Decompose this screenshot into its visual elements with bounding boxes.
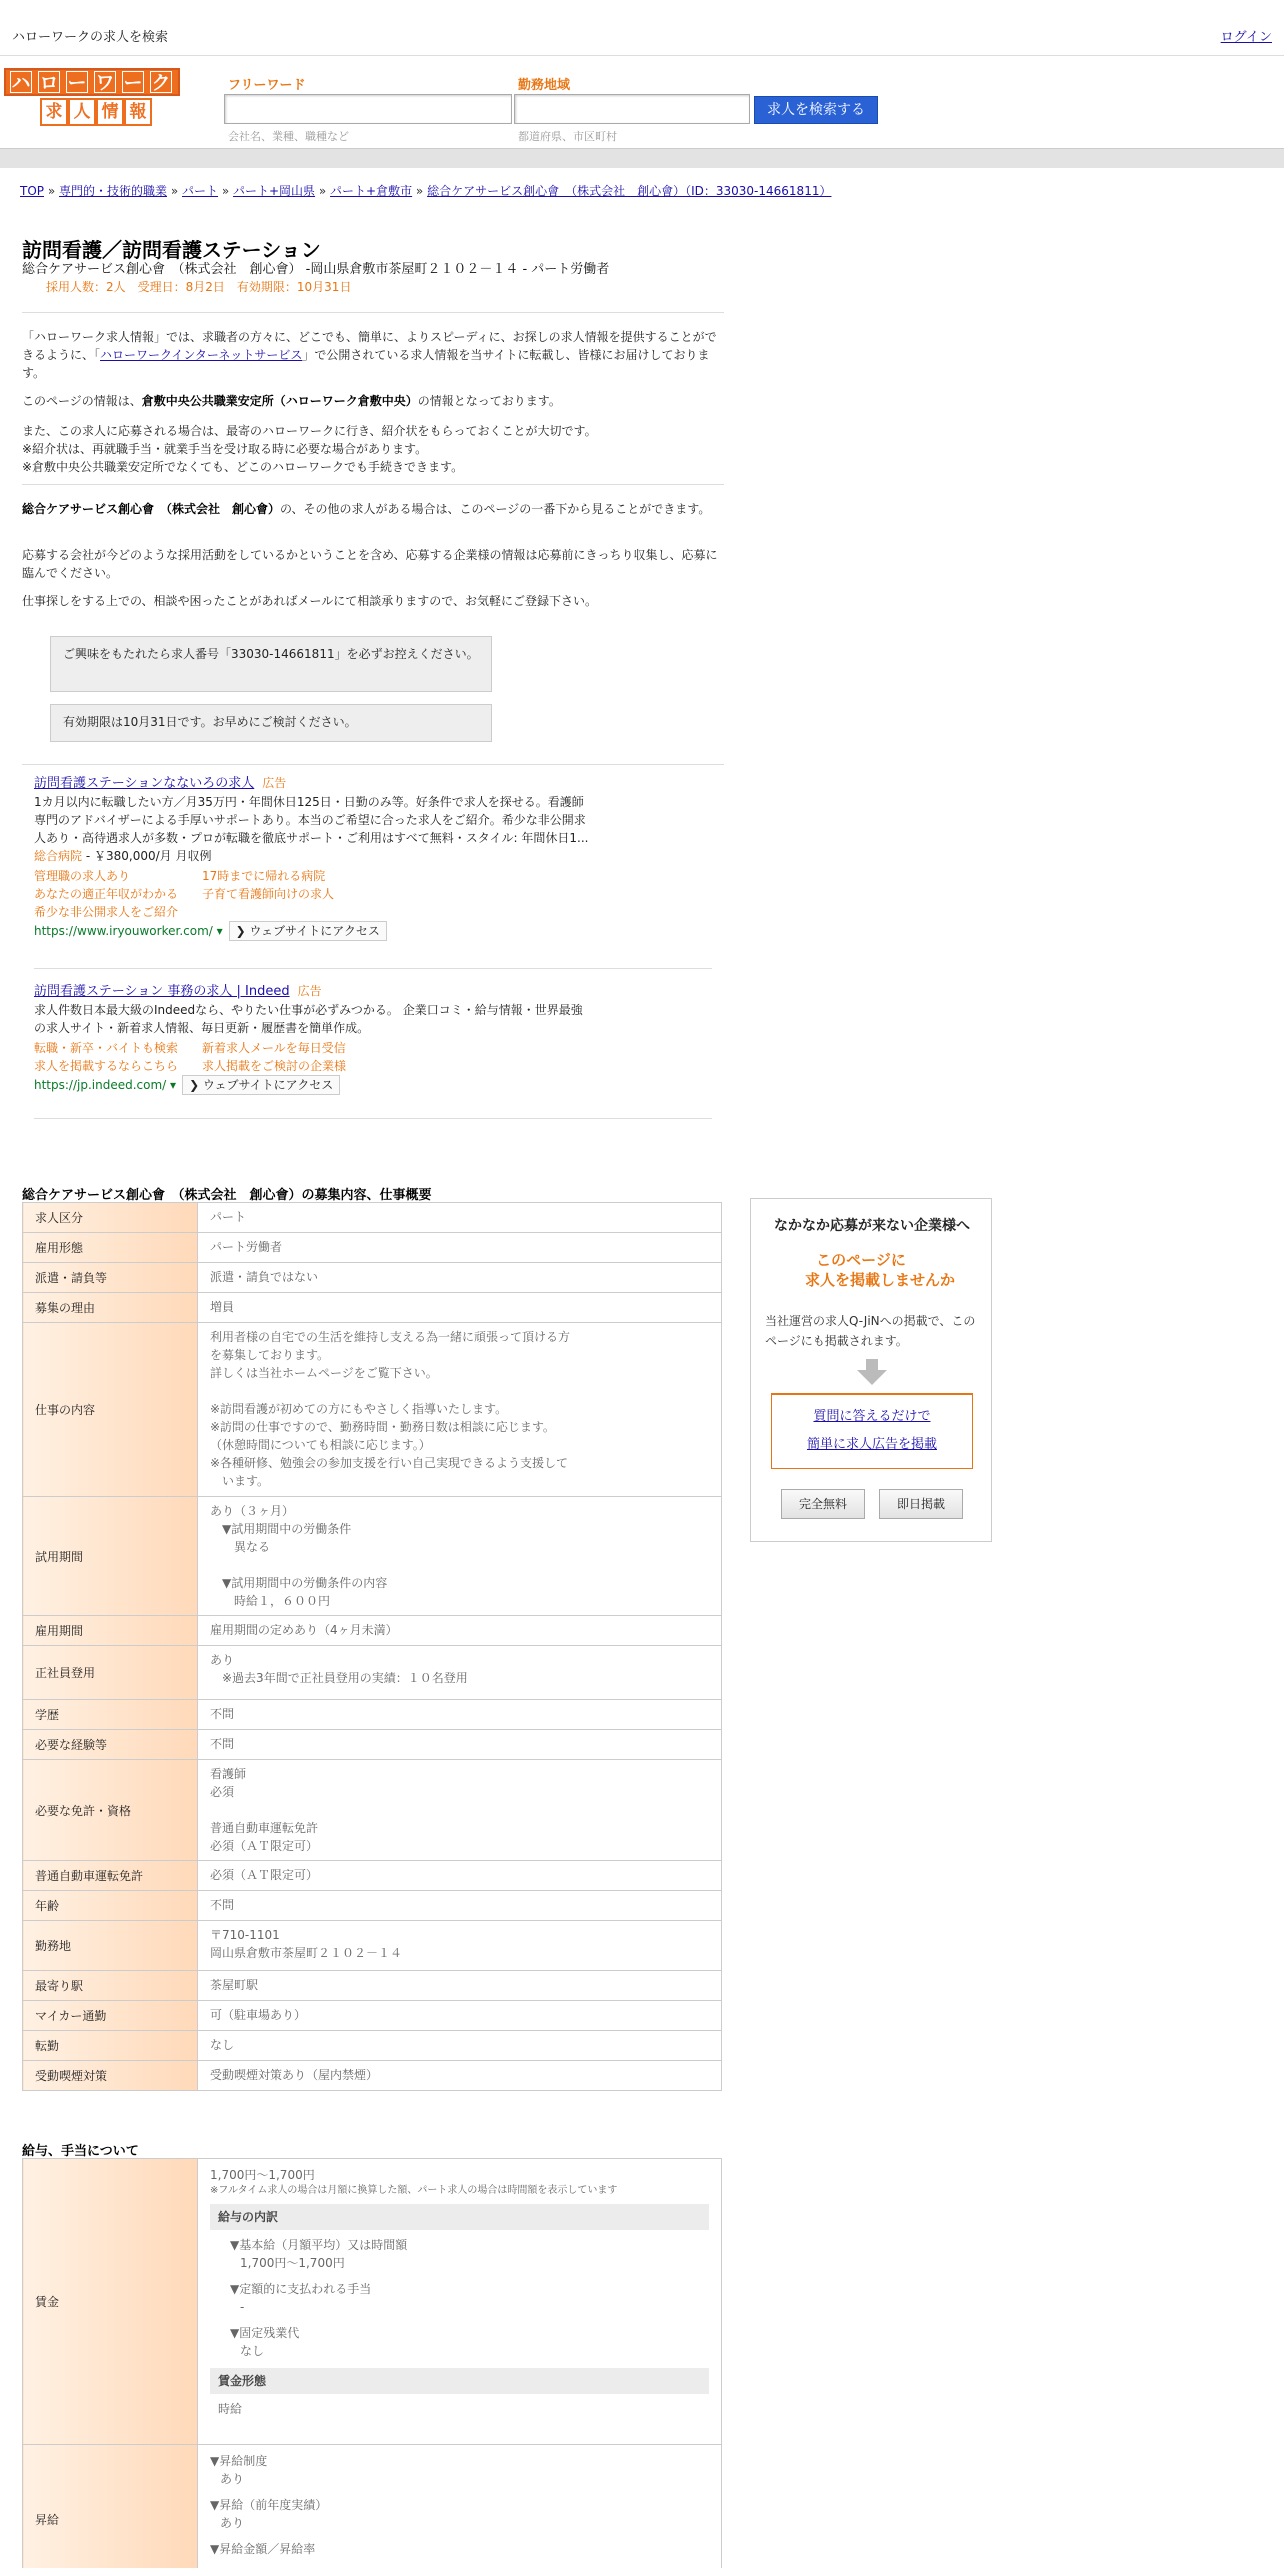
ad-visit-button[interactable]: ❯ ウェブサイトにアクセス — [182, 1075, 340, 1095]
row-value — [198, 2445, 722, 2568]
row-value: 不問 — [198, 1730, 722, 1760]
header — [0, 56, 1284, 148]
logo-char: 報 — [126, 100, 150, 124]
ad-description: 求人件数日本最大級のIndeedなら、やりたい仕事が必ずみつかる。 企業口コミ・給与情報・世界最強 — [34, 1003, 583, 1017]
logo-char: ワ — [95, 72, 115, 94]
row-value: 必須（ＡＴ限定可） — [198, 1861, 722, 1891]
table-row — [23, 2445, 722, 2568]
header-divider — [0, 148, 1284, 168]
promo-heading: なかなか応募が来ない企業様へ — [774, 1218, 970, 1234]
divider — [22, 764, 724, 765]
table-row — [23, 2001, 722, 2031]
hellowork-logo[interactable] — [4, 68, 180, 126]
login-link[interactable]: ログイン — [1220, 30, 1272, 45]
arrow-down-icon — [857, 1359, 887, 1385]
ad-sitelink[interactable]: 求人掲載をご検討の企業様 — [202, 1059, 347, 1073]
row-label: 正社員登用 — [23, 1646, 198, 1700]
row-label: マイカー通勤 — [23, 2001, 198, 2031]
logo-row-bottom — [40, 98, 152, 126]
breadcrumb-category[interactable]: 専門的・技術的職業 — [59, 184, 168, 198]
row-label: 賃金 — [23, 2159, 198, 2445]
expiry-note: 有効期限は10月31日です。お早めにご検討ください。 — [50, 704, 492, 742]
table-row — [23, 1861, 722, 1891]
table-row — [23, 1971, 722, 2001]
row-label: 求人区分 — [23, 1203, 198, 1233]
table-row — [23, 1203, 722, 1233]
intro-paragraph — [22, 328, 722, 382]
row-value: 茶屋町駅 — [198, 1971, 722, 2001]
row-value: あり（３ヶ月） ▼試用期間中の労働条件 異なる ▼試用期間中の労働条件の内容 時給１，６００円 — [198, 1497, 722, 1616]
promo-link[interactable]: 簡単に求人広告を掲載 — [806, 1437, 937, 1452]
table-row — [23, 1233, 722, 1263]
table-row — [23, 1497, 722, 1616]
row-value: 受動喫煙対策あり（屋内禁煙） — [198, 2061, 722, 2091]
wage-amount: 1,700円〜1,700円 — [210, 2168, 315, 2182]
table-row — [23, 1760, 722, 1861]
breadcrumb-top[interactable]: TOP — [20, 184, 45, 198]
free-button[interactable]: 完全無料 — [781, 1489, 865, 1519]
ad-url[interactable]: https://jp.indeed.com/ — [34, 1078, 167, 1092]
sponsored-ad — [34, 982, 714, 1095]
ad-sitelink[interactable]: あなたの適正年収がわかる — [34, 887, 179, 901]
ad-description: 専門のアドバイザーによる手厚いサポートあり。本当のご希望に合った求人をご紹介。希少な非公開求 — [34, 813, 586, 827]
row-value: 〒710-1101 岡山県倉敷市茶屋町２１０２－１４ — [198, 1921, 722, 1971]
ad-sitelink[interactable]: 新着求人メールを毎日受信 — [202, 1041, 346, 1055]
breakdown-item: ▼基本給（月額平均）又は時間額 — [230, 2238, 408, 2252]
table-row — [23, 1323, 722, 1497]
wage-form-heading: 賃金形態 — [210, 2368, 709, 2394]
divider — [34, 1118, 712, 1119]
row-label: 転勤 — [23, 2031, 198, 2061]
breadcrumb-company[interactable]: 総合ケアサービス創心會 （株式会社 創心會）（ID：33030-14661811） — [427, 184, 832, 198]
table-row — [23, 1293, 722, 1323]
table-row — [23, 1730, 722, 1760]
breakdown-heading: 給与の内訳 — [210, 2204, 709, 2230]
row-value: あり ※過去3年間で正社員登用の実績：１０名登用 — [198, 1646, 722, 1700]
search-button[interactable]: 求人を検索する — [754, 96, 878, 124]
salary-title: 給与、手当について — [22, 2144, 139, 2159]
row-value: パート労働者 — [198, 1233, 722, 1263]
job-meta: 採用人数：2人 受理日：8月2日 有効期限：10月31日 — [46, 280, 352, 294]
breakdown-item: ▼定額的に支払われる手当 — [230, 2282, 372, 2296]
breadcrumb-type[interactable]: パート — [182, 184, 219, 198]
ad-description: 1カ月以内に転職したい方／月35万円・年間休日125日・日勤のみ等。好条件で求人を探せる。看護師 — [34, 795, 584, 809]
top-bar — [0, 0, 1284, 56]
raise-item: ▼昇給（前年度実績） — [210, 2498, 328, 2512]
employer-promo-box — [750, 1198, 992, 1542]
row-label: 昇給 — [23, 2445, 198, 2568]
divider — [34, 968, 712, 969]
chevron-down-icon[interactable]: ▾ — [166, 1078, 177, 1092]
sponsored-ad — [34, 774, 714, 941]
row-label: 普通自動車運転免許 — [23, 1861, 198, 1891]
ad-title-link[interactable]: 訪問看護ステーションなないろの求人 — [34, 776, 255, 791]
breakdown-value: なし — [240, 2344, 265, 2358]
ad-url[interactable]: https://www.iryouworker.com/ — [34, 924, 213, 938]
keyword-hint: 会社名、業種、職種など — [228, 130, 349, 143]
referral-line: ※紹介状は、再就職手当・就業手当を受け取る時に必要な場合があります。 — [22, 442, 428, 456]
table-row — [23, 1263, 722, 1293]
row-value: 利用者様の自宅での生活を維持し支える為一緒に頑張って頂ける方 を募集しております。 詳しくは当社ホームページをご覧下さい。 ※訪問看護が初めての方にもやさしく指導いたします。 ※訪問の仕事ですので、勤務時間・勤務日数は相談に応じます。 （休憩時間についても相談に応じます。） ※各種研修、勉強会の参加支援を行い自己実現できるよう支援して います。 — [198, 1323, 722, 1497]
table-row — [23, 1646, 722, 1700]
row-value: 看護師 必須 普通自動車運転免許 必須（ＡＴ限定可） — [198, 1760, 722, 1861]
intro-text: 」で公開されている求人情報を当サイトに転載し、皆様にお届けしております。 — [22, 348, 710, 380]
referral-line: また、この求人に応募される場合は、最寄のハローワークに行き、紹介状をもらっておくことが大切です。 — [22, 424, 597, 438]
breadcrumb-prefecture[interactable]: パート+岡山県 — [233, 184, 316, 198]
referral-paragraph — [22, 422, 722, 476]
wage-form-value: 時給 — [218, 2402, 243, 2416]
breadcrumb: TOP » 専門的・技術的職業 » パート » パート+岡山県 » パート+倉敷市 » 総合ケアサービス創心會 （株式会社 創心會）（ID：33030-14661811） — [20, 184, 832, 198]
row-value: パート — [198, 1203, 722, 1233]
table-row — [23, 1700, 722, 1730]
referral-line: ※倉敷中央公共職業安定所でなくても、どこのハローワークでも手続きできます。 — [22, 460, 464, 474]
ad-visit-button[interactable]: ❯ ウェブサイトにアクセス — [229, 921, 387, 941]
row-label: 学歴 — [23, 1700, 198, 1730]
ad-sitelink[interactable]: 希少な非公開求人をご紹介 — [34, 905, 179, 919]
breadcrumb-city[interactable]: パート+倉敷市 — [330, 184, 413, 198]
logo-row-top — [4, 68, 180, 96]
site-name: ハローワークの求人を検索 — [12, 30, 169, 45]
table-row — [23, 2061, 722, 2091]
research-paragraph: 応募する会社が今どのような採用活動をしているかということを含め、応募する企業様の情報は応募前にきっちり収集し、応募に臨んでください。 — [22, 548, 718, 580]
hellowork-internet-link[interactable]: ハローワークインターネットサービス — [100, 348, 303, 362]
logo-char: 情 — [98, 100, 122, 124]
promo-highlight: 求人を掲載しませんか — [804, 1271, 955, 1289]
same-day-button[interactable]: 即日掲載 — [879, 1489, 963, 1519]
ad-price: - ￥380,000/月 月収例 — [82, 849, 212, 863]
job-title: 訪問看護／訪問看護ステーション — [22, 238, 321, 262]
row-label: 必要な免許・資格 — [23, 1760, 198, 1861]
breakdown-item: ▼固定残業代 — [230, 2326, 300, 2340]
consult-paragraph: 仕事探しをする上での、相談や困ったことがあればメールにて相談承りますので、お気軽にご登録下さい。 — [22, 594, 598, 608]
wage-note: ※フルタイム求人の場合は月額に換算した額、パート求人の場合は時間額を表示しています — [210, 2185, 618, 2196]
ad-description: 人あり・高待遇求人が多数・プロが転職を徹底サポート・ご利用はすべて無料・スタイル: 年間休日1... — [34, 831, 589, 845]
other-jobs-paragraph — [22, 500, 722, 518]
overview-title: 総合ケアサービス創心會 （株式会社 創心會）の募集内容、仕事概要 — [22, 1188, 432, 1203]
logo-char: 人 — [70, 100, 94, 124]
company-name: 総合ケアサービス創心會 （株式会社 創心會） — [22, 502, 281, 516]
row-label: 受動喫煙対策 — [23, 2061, 198, 2091]
job-number-note: ご興味をもたれたら求人番号「33030-14661811」を必ずお控えください。 — [50, 636, 492, 692]
raise-item: ▼昇給制度 — [210, 2454, 268, 2468]
logo-char: ロ — [39, 72, 59, 94]
row-value: 雇用期間の定めあり（4ヶ月未満） — [198, 1616, 722, 1646]
raise-item: ▼昇給金額／昇給率 — [210, 2542, 316, 2556]
ad-sitelink[interactable]: 子育て看護師向けの求人 — [202, 887, 335, 901]
breakdown-value: - — [240, 2300, 245, 2314]
divider — [22, 484, 724, 485]
promo-highlight: このページに — [816, 1251, 906, 1269]
raise-value: あり — [220, 2472, 245, 2486]
office-text: の情報となっております。 — [417, 394, 561, 408]
ad-sitelink[interactable]: 17時までに帰れる病院 — [202, 869, 326, 883]
row-value: 可（駐車場あり） — [198, 2001, 722, 2031]
logo-char: ー — [67, 72, 87, 94]
row-value: 増員 — [198, 1293, 722, 1323]
area-hint: 都道府県、市区町村 — [518, 130, 617, 143]
job-subtitle: 総合ケアサービス創心會 （株式会社 創心會） -岡山県倉敷市茶屋町２１０２－１４ - パート労働者 — [22, 262, 610, 277]
table-row — [23, 2159, 722, 2445]
row-value: なし — [198, 2031, 722, 2061]
overview-table — [22, 1202, 722, 2091]
ad-tag: 広告 — [297, 984, 322, 998]
row-value: 派遣・請負ではない — [198, 1263, 722, 1293]
intro-text: 「ハローワーク求人情報」では、求職者の方々に、どこでも、簡単に、よりスピーディに、お探しの求人情報を提供することができるように、「 — [22, 330, 717, 362]
raise-value: あり — [220, 2516, 245, 2530]
row-label: 勤務地 — [23, 1921, 198, 1971]
chevron-down-icon[interactable]: ▾ — [212, 924, 223, 938]
area-input[interactable] — [514, 94, 750, 124]
row-label: 必要な経験等 — [23, 1730, 198, 1760]
office-name: 倉敷中央公共職業安定所（ハローワーク倉敷中央） — [141, 394, 418, 408]
promo-link[interactable]: 質問に答えるだけで — [813, 1409, 931, 1424]
ad-tag: 広告 — [262, 776, 287, 790]
ad-description: の求人サイト・新着求人情報、毎日更新・履歴書を簡単作成。 — [34, 1021, 370, 1035]
table-row — [23, 1921, 722, 1971]
row-label: 試用期間 — [23, 1497, 198, 1616]
logo-char: ク — [151, 72, 171, 94]
row-label: 仕事の内容 — [23, 1323, 198, 1497]
row-label: 派遣・請負等 — [23, 1263, 198, 1293]
keyword-label: フリーワード — [228, 78, 306, 93]
salary-table — [22, 2158, 722, 2568]
row-value: 不問 — [198, 1700, 722, 1730]
promo-description: 当社運営の求人Q-JiNへの掲載で、このページにも掲載されます。 — [765, 1314, 976, 1348]
divider — [22, 312, 724, 313]
logo-char: ハ — [11, 72, 31, 94]
row-label: 雇用形態 — [23, 1233, 198, 1263]
logo-char: 求 — [42, 100, 66, 124]
logo-char: ー — [123, 72, 143, 94]
ad-sitelink[interactable]: 転職・新卒・バイトも検索 — [34, 1041, 179, 1055]
breakdown-value: 1,700円〜1,700円 — [240, 2256, 345, 2270]
ad-title-link[interactable]: 訪問看護ステーション 事務の求人 | Indeed — [34, 984, 290, 999]
row-label: 年齢 — [23, 1891, 198, 1921]
office-text: このページの情報は、 — [22, 394, 142, 408]
office-paragraph — [22, 392, 722, 410]
promo-link-box — [771, 1393, 973, 1469]
row-value: 不問 — [198, 1891, 722, 1921]
row-label: 募集の理由 — [23, 1293, 198, 1323]
row-label: 最寄り駅 — [23, 1971, 198, 2001]
ad-price-label[interactable]: 総合病院 — [34, 849, 83, 863]
keyword-input[interactable] — [224, 94, 512, 124]
row-value — [198, 2159, 722, 2445]
table-row — [23, 1891, 722, 1921]
table-row — [23, 1616, 722, 1646]
other-jobs-text: の、その他の求人がある場合は、このページの一番下から見ることができます。 — [280, 502, 711, 516]
row-label: 雇用期間 — [23, 1616, 198, 1646]
ad-sitelink[interactable]: 求人を掲載するならこちら — [34, 1059, 179, 1073]
ad-sitelink[interactable]: 管理職の求人あり — [34, 869, 131, 883]
area-label: 勤務地域 — [518, 78, 571, 93]
table-row — [23, 2031, 722, 2061]
